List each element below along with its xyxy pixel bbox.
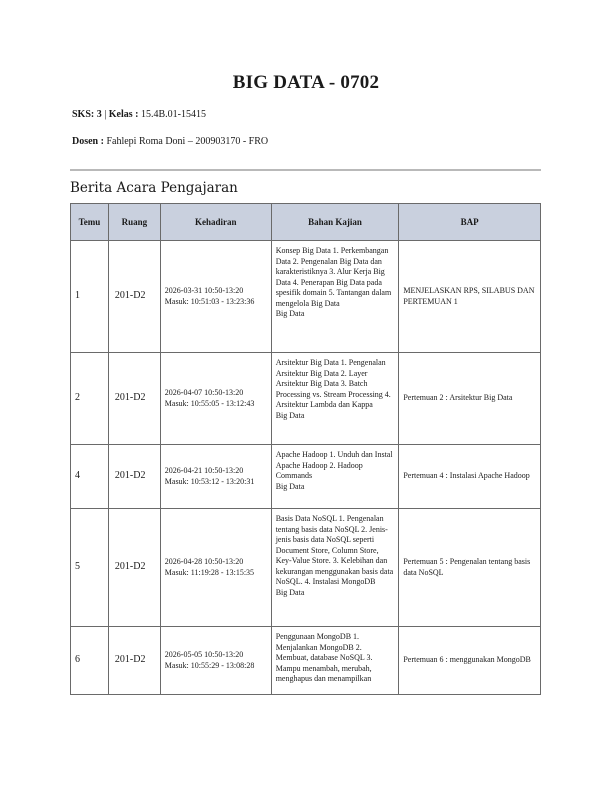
bahan-kajian-subject: Big Data xyxy=(275,481,305,491)
bap-cell: Pertemuan 6 : menggunakan MongoDB xyxy=(399,627,541,695)
table-row xyxy=(71,445,541,509)
document-title: BIG DATA - 0702 xyxy=(232,72,380,93)
table-header-row xyxy=(71,204,541,241)
bahan-kajian-text: Arsitektur Big Data 1. Pengenalan Arsitektur Big Data 2. Layer Arsitektur Big Data 3. Batch Processing vs. Stream Processing 4. Arsitektur Lambda dan Kappa xyxy=(275,358,391,409)
bahan-kajian-text: Penggunaan MongoDB 1. Menjalankan MongoDB 2. Membuat, database NoSQL 3. Mampu menambah, merubah, menghapus dan menampilkan xyxy=(275,632,373,683)
table-row xyxy=(71,627,541,695)
teaching-record-table xyxy=(70,203,541,695)
kehadiran-cell xyxy=(160,353,271,445)
bahan-kajian-subject: Big Data xyxy=(275,410,305,420)
masuk-text: Masuk: 10:55:05 - 13:12:43 xyxy=(164,398,255,408)
temu-cell: 5 xyxy=(71,509,109,627)
bap-cell: Pertemuan 2 : Arsitektur Big Data xyxy=(399,353,541,445)
masuk-text: Masuk: 10:55:29 - 13:08:28 xyxy=(164,660,255,670)
header-bahan-kajian: Bahan Kajian xyxy=(271,204,399,241)
section-title: Berita Acara Pengajaran xyxy=(70,180,238,196)
masuk-text: Masuk: 11:19:28 - 13:15:35 xyxy=(164,567,255,577)
temu-cell: 2 xyxy=(71,353,109,445)
table-row xyxy=(71,241,541,353)
bahan-kajian-subject: Big Data xyxy=(275,309,305,318)
course-info-line xyxy=(72,109,206,120)
masuk-text: Masuk: 10:53:12 - 13:20:31 xyxy=(164,476,255,486)
temu-cell: 4 xyxy=(71,445,109,509)
sks-value: 3 xyxy=(96,109,102,120)
bap-cell: MENJELASKAN RPS, SILABUS DAN PERTEMUAN 1 xyxy=(399,241,541,353)
temu-cell: 1 xyxy=(71,241,109,353)
kehadiran-cell xyxy=(160,241,271,353)
dosen-value: Fahlepi Roma Doni – 200903170 - FRO xyxy=(106,136,269,147)
sks-label: SKS: xyxy=(72,109,95,120)
bahan-kajian-text: Konsep Big Data 1. Perkembangan Data 2. Pengenalan Big Data dan karakteristiknya 3. Alur Kerja Big Data 4. Penerapan Big Data pada spesifik domain 5. Tantangan dalam mengelola Big Data xyxy=(275,246,392,308)
bap-cell: Pertemuan 5 : Pengenalan tentang basis data NoSQL xyxy=(399,509,541,627)
temu-cell: 6 xyxy=(71,627,109,695)
kehadiran-cell xyxy=(160,509,271,627)
jadwal-text: 2026-03-31 10:50-13:20 xyxy=(164,286,244,295)
jadwal-text: 2026-05-05 10:50-13:20 xyxy=(164,650,244,659)
kehadiran-cell xyxy=(160,627,271,695)
dosen-label: Dosen : xyxy=(72,136,104,147)
bahan-kajian-cell xyxy=(271,241,399,353)
bahan-kajian-cell xyxy=(271,627,399,695)
bahan-kajian-cell xyxy=(271,509,399,627)
table-row xyxy=(71,509,541,627)
bahan-kajian-cell xyxy=(271,445,399,509)
ruang-cell: 201-D2 xyxy=(108,445,160,509)
header-bap: BAP xyxy=(399,204,541,241)
kelas-value: 15.4B.01-15415 xyxy=(140,109,206,120)
bahan-kajian-text: Apache Hadoop 1. Unduh dan Instal Apache Hadoop 2. Hadoop Commands xyxy=(275,450,393,480)
masuk-text: Masuk: 10:51:03 - 13:23:36 xyxy=(164,296,255,306)
ruang-cell: 201-D2 xyxy=(108,353,160,445)
header-kehadiran: Kehadiran xyxy=(160,204,271,241)
ruang-cell: 201-D2 xyxy=(108,627,160,695)
bahan-kajian-cell xyxy=(271,353,399,445)
lecturer-line xyxy=(72,136,268,147)
jadwal-text: 2026-04-21 10:50-13:20 xyxy=(164,466,244,475)
bahan-kajian-subject: Big Data xyxy=(275,587,305,597)
kehadiran-cell xyxy=(160,445,271,509)
jadwal-text: 2026-04-07 10:50-13:20 xyxy=(164,388,244,397)
ruang-cell: 201-D2 xyxy=(108,509,160,627)
jadwal-text: 2026-04-28 10:50-13:20 xyxy=(164,557,244,566)
header-temu: Temu xyxy=(71,204,109,241)
table-row xyxy=(71,353,541,445)
bap-cell: Pertemuan 4 : Instalasi Apache Hadoop xyxy=(399,445,541,509)
separator: | xyxy=(104,109,107,120)
kelas-label: Kelas : xyxy=(108,109,139,120)
ruang-cell: 201-D2 xyxy=(108,241,160,353)
horizontal-divider xyxy=(70,169,541,171)
header-ruang: Ruang xyxy=(108,204,160,241)
bahan-kajian-text: Basis Data NoSQL 1. Pengenalan tentang basis data NoSQL 2. Jenis-jenis basis data NoSQL seperti Document Store, Column Store, Key-Value Store. 3. Kelebihan dan kekurangan menggunakan basis data NoSQL. 4. Instalasi MongoDB xyxy=(275,514,394,586)
